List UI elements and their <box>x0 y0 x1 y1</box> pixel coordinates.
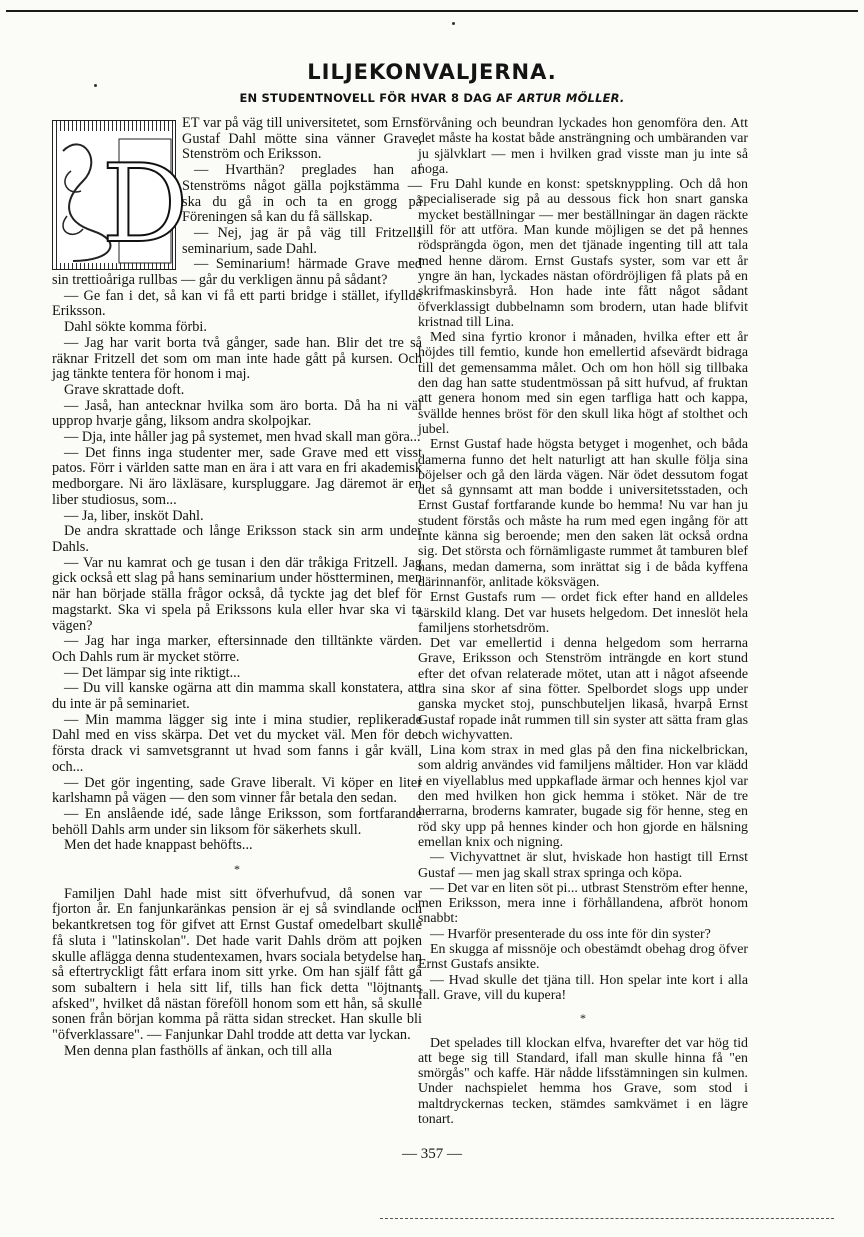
paragraph: förvåning och beundran lyckades hon genomföra den. Att det måste ha kostat både ansträngning och umbäranden var ju självklart — men i hvilken grad visste man ju inte så noga. <box>418 116 748 177</box>
print-speck <box>94 84 97 87</box>
paragraph: Ernst Gustafs rum — ordet fick efter hand en alldeles särskild klang. Det var husets helgedom. Det inneslöt hela familjens storhetsdröm. <box>418 590 748 636</box>
paragraph: — Hvad skulle det tjäna till. Hon spelar inte kort i alla fall. Grave, vill du kupera! <box>418 972 748 1003</box>
paragraph: ET var på väg till universitetet, som Ernst Gustaf Dahl mötte sina vänner Grave, Stenström och Eriksson. <box>182 115 422 163</box>
paragraph: — Du vill kanske ogärna att din mamma skall konstatera, att du inte är på seminariet. <box>52 680 422 713</box>
section-divider: * <box>580 1011 586 1026</box>
paragraph: — Jag har varit borta två gånger, sade han. Blir det tre så räknar Fritzell det som om man inte hade gått på kursen. Och jag tänkte tentera för honom i maj. <box>52 334 422 383</box>
paragraph: — Jag har inga marker, eftersinnade den tilltänkte värden. Och Dahls rum är mycket större. <box>52 633 422 665</box>
paragraph: Med sina fyrtio kronor i månaden, hvilka efter ett år höjdes till femtio, kunde hon emellertid afsevärdt bidraga till det gemensamma målet. Och om hon höll sig tillbaka den dag han satte studentmössan på sitt hufvud, af fruktan att genera honom med sin egen tarfliga hatt och kappa, svällde hennes bröst för den skull lika högt af stolthet och jubel. <box>418 330 748 437</box>
paragraph: Lina kom strax in med glas på den fina nickelbrickan, som aldrig användes vid familjens måltider. Hon var klädd i en viyellablus med uppkaflade ärmar och hennes kjol var den med hvilken hon gick hemma i stöket. När de tre herrarna, broderns kamrater, bugade sig för henne, steg en röd sky upp på hennes kinder och hon gjorde en hälsning emellan knix och nigning. <box>418 743 748 850</box>
paragraph: — Min mamma lägger sig inte i mina studier, replikerade Dahl med en viss skärpa. Det vet du mycket väl. Men för det första drack vi samvetsgrannt ut hvad som fanns i går kväll, och... <box>52 711 422 775</box>
dropcap-ornament <box>52 120 189 270</box>
subtitle-text: EN STUDENTNOVELL FÖR HVAR 8 DAG AF <box>239 91 518 105</box>
paragraph: Grave skrattade doft. <box>64 381 185 398</box>
paragraph: Familjen Dahl hade mist sitt öfverhufvud, då sonen var fjorton år. En fanjunkaränkas pension är ej så svindlande och bekantkretsen tog för gifvet att Ernst Gustaf omedelbart skulle få sluta i "latinskolan". Det hade varit Dahls dröm att pojken skulle aflägga denna studentexamen, hvars sociala betydelse han så eftertryckligt fått erfara inom sitt yrke. Om han själf fått gå som subaltern i hela sitt lif, tills han fick detta "löjtnants afsked", hvilket då nästan föreföll honom som ett hån, så skulle sonen från början komma på rätta sidan strecket. Han skulle bli "öfverklassare". — Fanjunkar Dahl trodde att detta var lyckan. <box>52 885 422 1044</box>
paragraph: — Jaså, han antecknar hvilka som äro borta. Då ha ni väl upprop hvarje gång, liksom andra skolpojkar. <box>52 397 422 430</box>
author-name: ARTUR MÖLLER. <box>517 91 625 105</box>
story-subtitle <box>0 91 864 105</box>
paragraph: — Vichyvattnet är slut, hviskade hon hastigt till Ernst Gustaf — men jag skall strax springa och köpa. <box>418 850 748 881</box>
section-divider: * <box>234 862 240 877</box>
paragraph: En skugga af missnöje och obestämdt obehag drog öfver Ernst Gustafs ansikte. <box>418 942 748 973</box>
print-speck <box>452 22 455 25</box>
paragraph: — Hvarför presenterade du oss inte för din syster? <box>430 926 711 942</box>
right-column <box>418 116 748 1136</box>
dropcap-letter: D <box>101 142 189 267</box>
paragraph: De andra skrattade och långe Eriksson stack sin arm under Dahls. <box>52 523 422 555</box>
dropcap-d-icon <box>53 121 189 269</box>
paragraph: Dahl sökte komma förbi. <box>64 319 207 336</box>
paragraph: Det var emellertid i denna helgedom som herrarna Grave, Eriksson och Stenström inträngde en kort stund efter det ofvan relaterade mötet, utan att i något afseende dra sina skor af sina fötter. Spelbordet slogs upp under ganska mycket stoj, punschbuteljen likaså, hvarpå Ernst Gustaf ropade inåt rummen till sin syster att sätta fram glas och wichyvatten. <box>418 636 748 743</box>
paragraph: — Ja, liber, insköt Dahl. <box>64 507 204 524</box>
paragraph: Ernst Gustaf hade högsta betyget i mogenhet, och båda damerna funno det helt naturligt att han skulle följa sina böjelser och gå den lärda vägen. När ödet dessutom fogat det så gynnsamt att man bodde i universitetsstaden, och Ernst Gustaf fortfarande kunde bo hemma! Nu var han ju student förstås och måste ha rum med egen ingång för att inte känna sig beroende; men den saken lät också ordna sig. Det största och förnämligaste rummet åt tamburen blef hans, medan damerna, som inrättat sig i de båda kyffena därinnanför, anlitade köksvägen. <box>418 437 748 590</box>
paragraph: Men det hade knappast behöfts... <box>64 837 253 854</box>
paragraph: — Det lämpar sig inte riktigt... <box>64 664 241 681</box>
paragraph: Fru Dahl kunde en konst: spetsknyppling. Och då hon specialiserade sig på au dessous fick hon snart ganska mycket beställningar — mer beställningar än dagen räckte till för att utföra. Man kunde möjligen se det på hennes rödsprängda ögon, men det tjänade ingenting till att tala med henne därom. Ernst Gustafs syster, som var ett år yngre än han, lyckades nästan ofördröjligen få plats på en skrifmaskinsbyrå. Hon hade inte fått något sådant öfverklassigt dubbelnamn som brodern, utan hade blifvit kristnad till Lina. <box>418 177 748 330</box>
paragraph: — Det var en liten söt pi... utbrast Stenström efter henne, men Eriksson, mera inne i förhållandena, afbröt honom snabbt: <box>418 880 748 927</box>
top-rule <box>6 10 858 12</box>
paragraph: Det spelades till klockan elfva, hvarefter det var hög tid att bege sig till Standard, ifall man skulle hinna få "en smörgås" och kaffe. Här nådde lifsstämningen sin kulmen. Under nachspielet hemma hos Grave, som stod i maltdryckernas tecken, stämdes samkvämet i en lägre tonart. <box>418 1035 748 1127</box>
bottom-rule <box>380 1218 834 1220</box>
paragraph: — Det gör ingenting, sade Grave liberalt. Vi köper en liter karlshamn på vägen — den som vinner får betala den sedan. <box>52 774 422 807</box>
paragraph: — Hvarthän? preglades han af Stenströms något gälla pojkstämma — ska du gå in och ta en grogg på Föreningen så kan du få sällskap. <box>182 162 422 226</box>
paragraph: — Seminarium! härmade Grave med sin trettioåriga rullbas — går du verkligen ännu på sådant? <box>52 256 422 289</box>
paragraph: — Var nu kamrat och ge tusan i den där tråkiga Fritzell. Jag gick också ett slag på hans seminarium under höstterminen, men när han började ställa frågor också, då tyckte jag det blef för magstarkt. Ska vi spela på Erikssons kula eller hvar ska vi ta vägen? <box>52 554 422 634</box>
paragraph: — Det finns inga studenter mer, sade Grave med ett visst patos. Förr i världen satte man en ära i att vara en fri akademisk medborgare. Ni äro läxläsare, kurspluggare. Jag däremot är en liber studiosus, som... <box>52 444 422 508</box>
paragraph: — Dja, inte håller jag på systemet, men hvad skall man göra... <box>64 429 421 446</box>
paragraph: — Nej, jag är på väg till Fritzells seminarium, sade Dahl. <box>182 224 422 257</box>
paragraph: Men denna plan fasthölls af änkan, och till alla <box>64 1042 332 1059</box>
paragraph: — Ge fan i det, så kan vi få ett parti bridge i stället, ifyllde Eriksson. <box>52 287 422 320</box>
left-column <box>52 116 422 1136</box>
page-number: — 357 — <box>402 1146 462 1162</box>
paragraph: — En anslående idé, sade långe Eriksson, som fortfarande behöll Dahls arm under sin liksom för säkerhets skull. <box>52 805 422 838</box>
story-title: LILJEKONVALJERNA. <box>307 60 557 84</box>
